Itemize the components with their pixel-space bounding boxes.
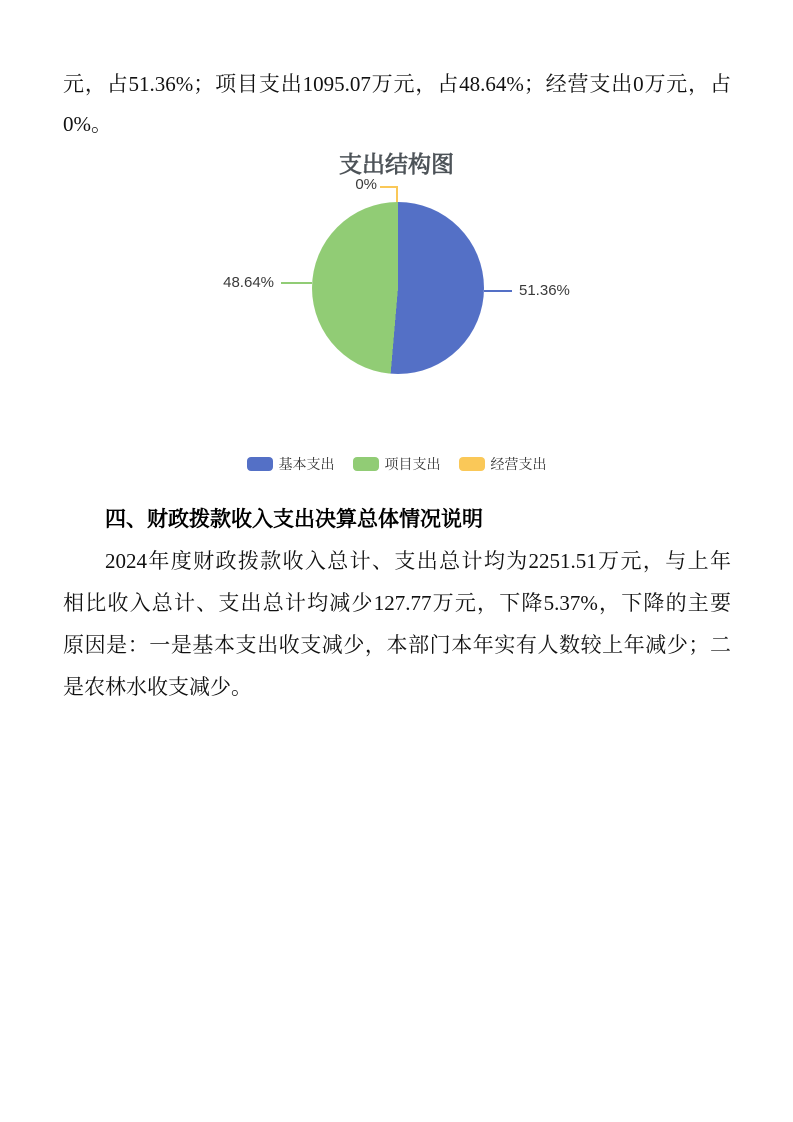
section-heading: 四、财政拨款收入支出决算总体情况说明 <box>105 507 483 531</box>
chart-legend <box>0 453 793 475</box>
pie-chart <box>312 202 484 374</box>
body-paragraph <box>63 540 731 708</box>
legend-item-basic <box>247 454 335 474</box>
body-paragraph-line: 2024年度财政拨款收入总计、支出总计均为2251.51万元，与上年 <box>105 549 731 573</box>
body-paragraph-line: 是农林水收支减少。 <box>63 675 252 699</box>
pie-label-basic: 51.36% <box>519 282 570 299</box>
top-paragraph-line: 0%。 <box>63 112 112 136</box>
legend-label-basic: 基本支出 <box>278 456 335 472</box>
legend-item-project <box>353 454 441 474</box>
top-paragraph <box>63 64 731 144</box>
legend-swatch-basic-icon <box>247 457 273 471</box>
legend-item-operating <box>459 454 547 474</box>
legend-swatch-operating-icon <box>459 457 485 471</box>
pie-label-operating: 0% <box>355 176 377 193</box>
legend-swatch-project-icon <box>353 457 379 471</box>
expenditure-structure-chart <box>0 140 793 485</box>
legend-label-operating: 经营支出 <box>490 456 547 472</box>
legend-label-project: 项目支出 <box>384 456 441 472</box>
pie-label-project: 48.64% <box>223 274 274 291</box>
body-paragraph-line: 原因是：一是基本支出收支减少，本部门本年实有人数较上年减少；二 <box>63 633 731 657</box>
top-paragraph-line: 元，占51.36%；项目支出1095.07万元，占48.64%；经营支出0万元，占 <box>63 72 731 96</box>
chart-title: 支出结构图 <box>339 151 454 177</box>
body-paragraph-line: 相比收入总计、支出总计均减少127.77万元，下降5.37%，下降的主要 <box>63 591 731 615</box>
